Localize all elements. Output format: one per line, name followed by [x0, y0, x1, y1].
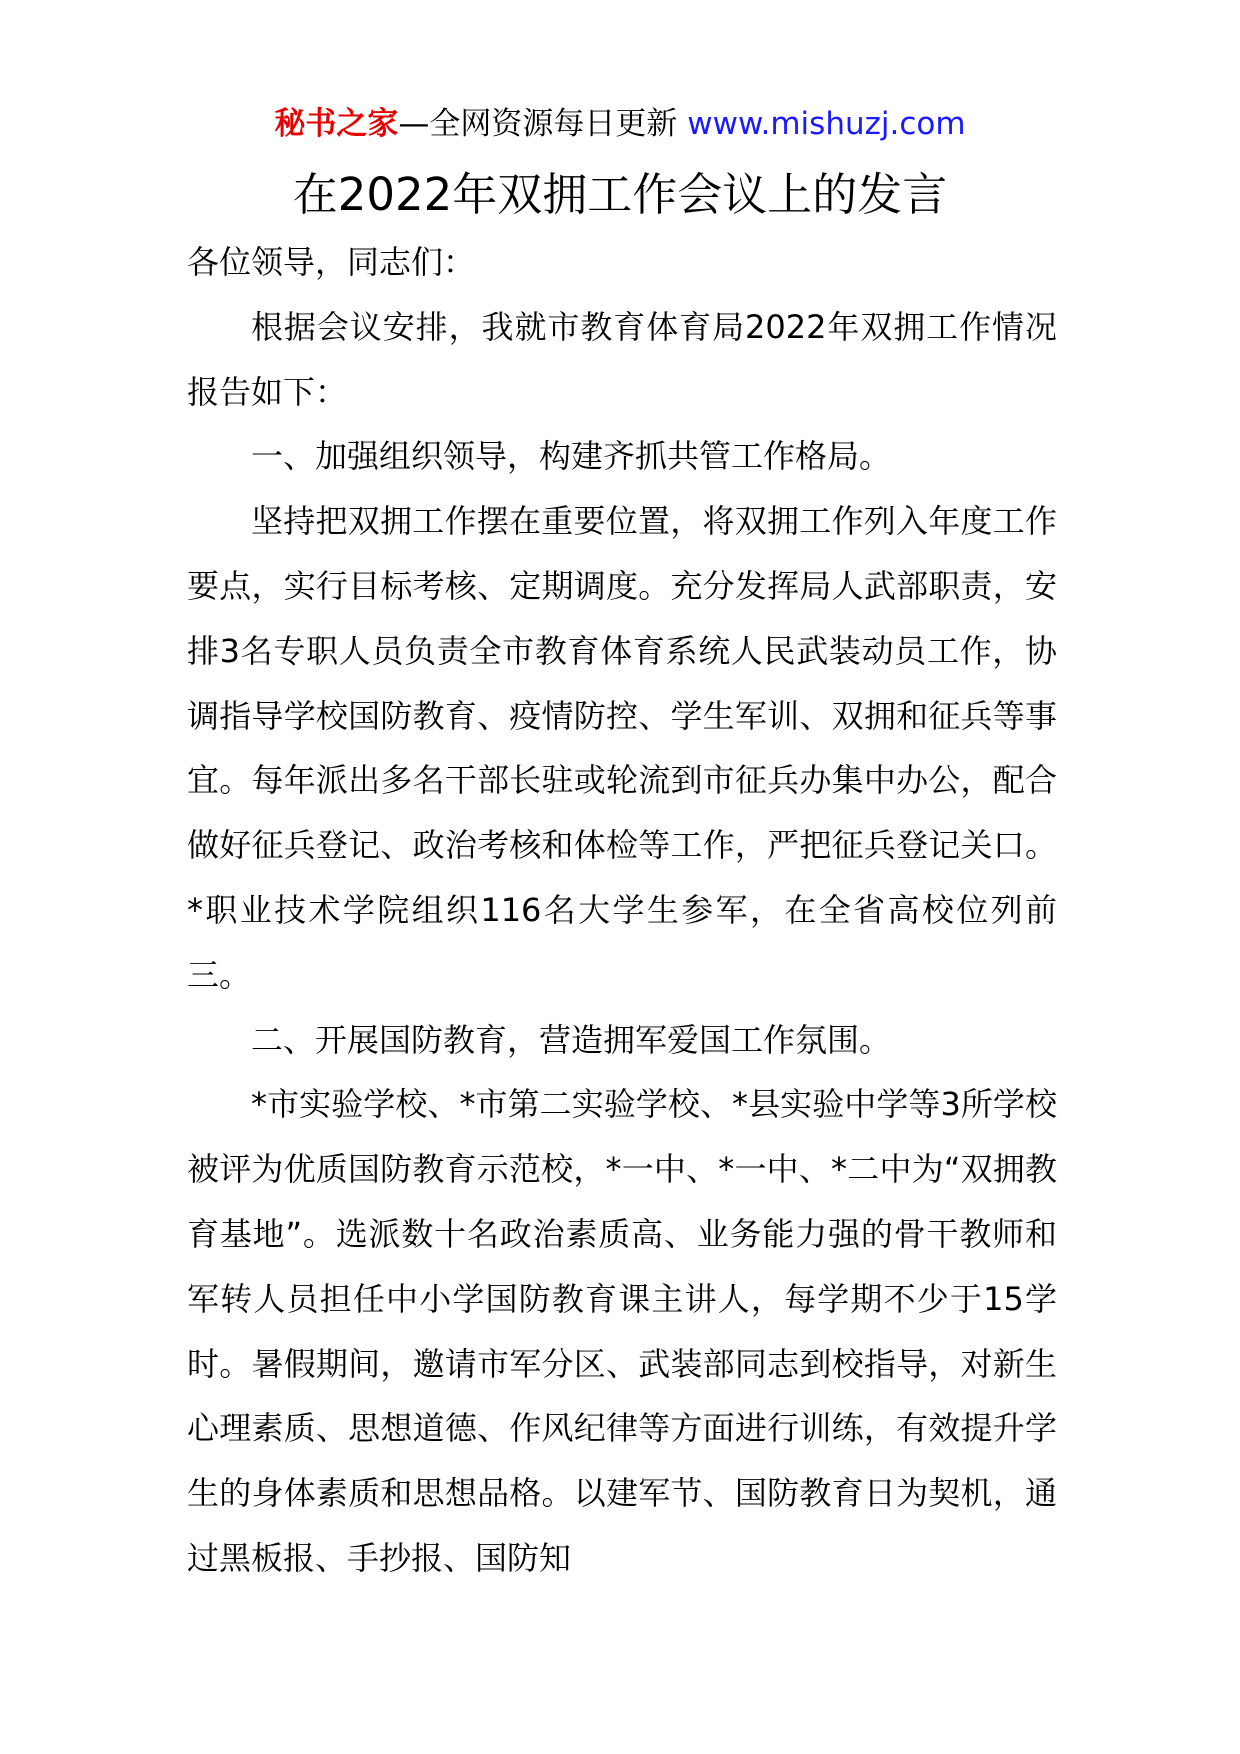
section-heading-1: 一、加强组织领导，构建齐抓共管工作格局。	[251, 437, 892, 476]
site-brand: 秘书之家	[274, 106, 399, 142]
document-title: 在2022年双拥工作会议上的发言	[292, 168, 948, 221]
site-tagline: —全网资源每日更新	[398, 106, 678, 142]
site-header	[0, 98, 1240, 150]
salutation: 各位领导，同志们：	[187, 243, 476, 281]
section-paragraph-1: 坚持把双拥工作摆在重要位置，将双拥工作列入年度工作要点，实行目标考核、定期调度。充分发挥局人武部职责，安排3名专职人员负责全市教育体育系统人民武装动员工作，协调指导学校国防教育、疫情防控、学生军训、双拥和征兵等事宜。每年派出多名干部长驻或轮流到市征兵办集中办公，配合做好征兵登记、政治考核和体检等工作，严把征兵登记关口。*职业技术学院组织116名大学生参军，在全省高校位列前三。	[187, 502, 1057, 994]
section-heading-2: 二、开展国防教育，营造拥军爱国工作氛围。	[251, 1020, 892, 1059]
section-paragraph-2: *市实验学校、*市第二实验学校、*县实验中学等3所学校被评为优质国防教育示范校，*一中、*一中、*二中为“双拥教育基地”。选派数十名政治素质高、业务能力强的骨干教师和军转人员担任中小学国防教育课主讲人，每学期不少于15学时。暑假期间，邀请市军分区、武装部同志到校指导，对新生心理素质、思想道德、作风纪律等方面进行训练，有效提升学生的身体素质和思想品格。以建军节、国防教育日为契机，通过黑板报、手抄报、国防知	[187, 1085, 1057, 1577]
intro-paragraph: 根据会议安排，我就市教育体育局2022年双拥工作情况报告如下：	[187, 307, 1057, 411]
document-body	[187, 230, 1057, 1591]
site-url-link[interactable]: www.mishuzj.com	[687, 106, 966, 142]
